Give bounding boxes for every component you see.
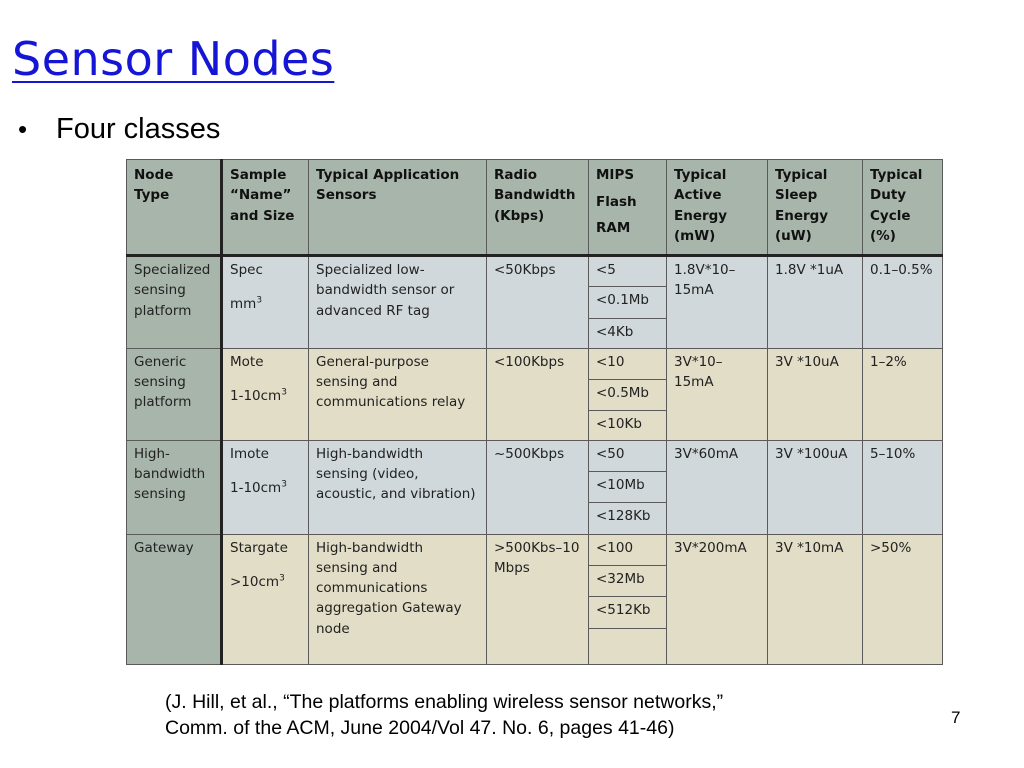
cell-node-type: Gateway [127, 534, 222, 664]
bullet-text: Four classes [56, 113, 221, 145]
sample-size: $>10cm^3$ [230, 573, 285, 590]
header-active-energy: Typical Active Energy (mW) [667, 160, 768, 256]
cell-mips: <5 [589, 256, 667, 287]
cell-ram: <4Kb [589, 318, 667, 348]
cell-duty-cycle: 1–2% [863, 348, 943, 440]
table-row [127, 348, 943, 379]
cell-ram: <512Kb [589, 597, 667, 628]
cell-radio: <50Kbps [487, 256, 589, 349]
sample-name: Mote [230, 353, 264, 370]
header-radio: Radio Bandwidth (Kbps) [487, 160, 589, 256]
citation-line-1: (J. Hill, et al., “The platforms enabling wireless sensor networks,” [165, 691, 724, 713]
cell-mips: <50 [589, 440, 667, 471]
citation [165, 689, 723, 742]
cell-sensors: High-bandwidth sensing and communications aggregation Gateway node [309, 534, 487, 664]
cell-radio: >500Kbs–10 Mbps [487, 534, 589, 664]
citation-line-2: Comm. of the ACM, June 2004/Vol 47. No. 6, pages 41-46) [165, 717, 675, 740]
cell-active-energy: 3V*200mA [667, 534, 768, 664]
bullet-item [18, 113, 220, 146]
sample-name: Stargate [230, 539, 288, 556]
header-mips: MIPS [596, 167, 635, 183]
cell-sensors: Specialized low-bandwidth sensor or advanced RF tag [309, 256, 487, 349]
cell-radio: ~500Kbps [487, 440, 589, 534]
cell-sensors: General-purpose sensing and communications relay [309, 348, 487, 440]
cell-active-energy: 1.8V*10–15mA [667, 256, 768, 349]
table-row [127, 534, 943, 565]
sample-size: $mm^3$ [230, 295, 263, 313]
cell-duty-cycle: 0.1–0.5% [863, 256, 943, 349]
header-mips-flash-ram [589, 160, 667, 256]
page-number: 7 [951, 708, 961, 727]
cell-ram: <128Kb [589, 503, 667, 534]
sample-size: $1-10cm^3$ [230, 387, 287, 405]
cell-mips: <100 [589, 534, 667, 565]
cell-sleep-energy: 3V *10mA [768, 534, 863, 664]
cell-sleep-energy: 3V *100uA [768, 440, 863, 534]
header-duty-cycle: Typical Duty Cycle (%) [863, 160, 943, 256]
sample-size: $1-10cm^3$ [230, 479, 287, 496]
cell-sample [222, 440, 309, 534]
table-row [127, 256, 943, 287]
cell-duty-cycle: >50% [863, 534, 943, 664]
cell-ram: <10Kb [589, 411, 667, 440]
cell-empty [589, 628, 667, 664]
cell-active-energy: 3V*60mA [667, 440, 768, 534]
table-row [127, 440, 943, 471]
cell-flash: <32Mb [589, 565, 667, 596]
header-sensors: Typical Application Sensors [309, 160, 487, 256]
header-sample: Sample “Name” and Size [222, 160, 309, 256]
sample-name: Spec [230, 262, 263, 278]
slide-title: Sensor Nodes [12, 32, 335, 86]
table-header-row [127, 160, 943, 256]
header-flash: Flash [596, 193, 637, 210]
cell-node-type: Specialized sensing platform [127, 256, 222, 349]
cell-sleep-energy: 3V *10uA [768, 348, 863, 440]
header-node-type: Node Type [127, 160, 222, 256]
cell-sample [222, 348, 309, 440]
header-sleep-energy: Typical Sleep Energy (uW) [768, 160, 863, 256]
cell-active-energy: 3V*10–15mA [667, 348, 768, 440]
bullet-dot-icon: • [18, 114, 28, 144]
cell-duty-cycle: 5–10% [863, 440, 943, 534]
cell-node-type: Generic sensing platform [127, 348, 222, 440]
cell-flash: <0.5Mb [589, 380, 667, 411]
cell-flash: <10Mb [589, 472, 667, 503]
cell-radio: <100Kbps [487, 348, 589, 440]
cell-sample [222, 534, 309, 664]
sample-name: Imote [230, 445, 269, 462]
cell-sensors: High-bandwidth sensing (video, acoustic, and vibration) [309, 440, 487, 534]
cell-node-type: High-bandwidth sensing [127, 440, 222, 534]
header-ram: RAM [596, 220, 631, 237]
cell-sleep-energy: 1.8V *1uA [768, 256, 863, 349]
cell-mips: <10 [589, 348, 667, 379]
cell-flash: <0.1Mb [589, 287, 667, 318]
sensor-classes-table [126, 159, 943, 665]
cell-sample [222, 256, 309, 349]
